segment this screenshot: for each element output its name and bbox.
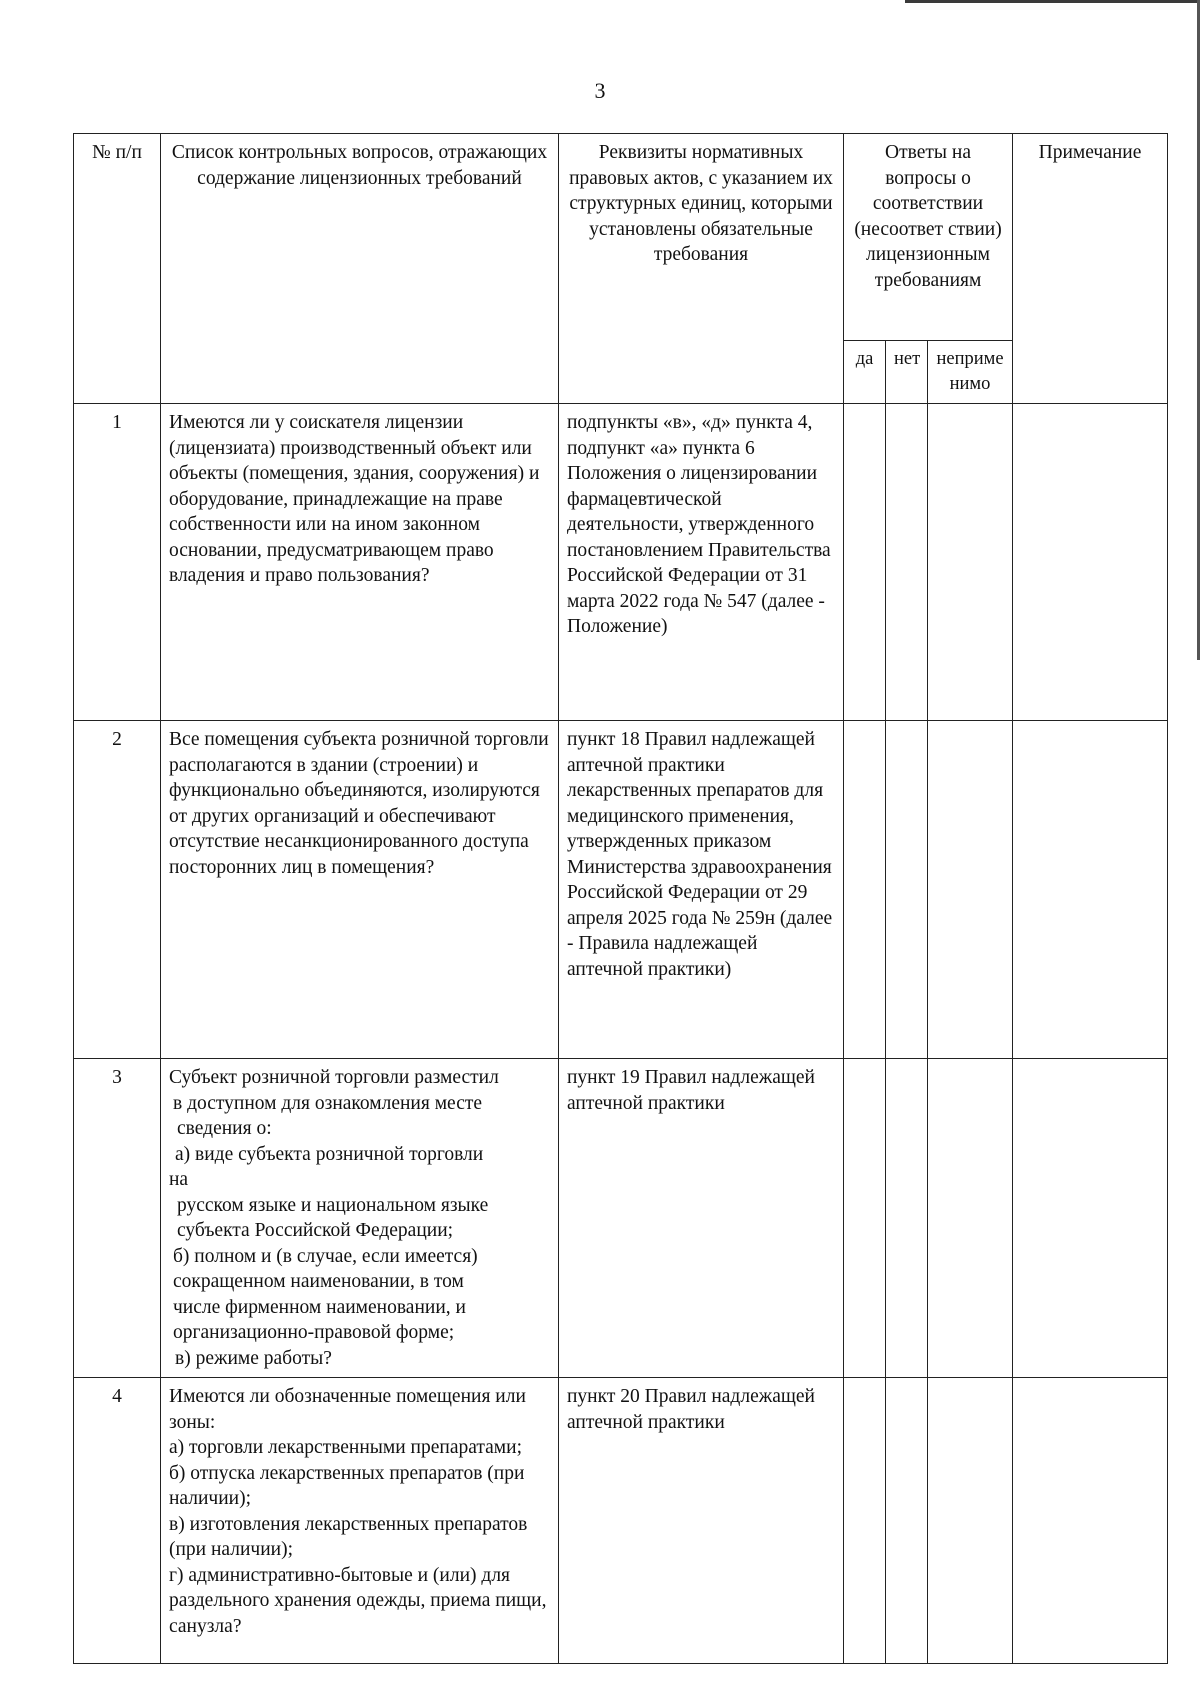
- row-num: 3: [74, 1059, 161, 1378]
- checklist-table: [73, 133, 1168, 1664]
- row-num: 4: [74, 1378, 161, 1664]
- question-line: Имеются ли обозначенные помещения или зоны:: [169, 1386, 526, 1433]
- question-line: в) изготовления лекарственных препаратов (при наличии);: [169, 1513, 528, 1560]
- row-question: [161, 1059, 559, 1378]
- header-question: Список контрольных вопросов, отражающих содержание лицензионных требований: [161, 134, 559, 404]
- header-yes: да: [844, 341, 886, 404]
- note-cell[interactable]: [1013, 721, 1168, 1059]
- header-num: № п/п: [74, 134, 161, 404]
- question-line: на: [169, 1169, 189, 1190]
- answer-no-cell[interactable]: [886, 721, 928, 1059]
- question-line: б) отпуска лекарственных препаратов (при наличии);: [169, 1462, 525, 1509]
- question-line: г) административно-бытовые и (или) для раздельного хранения одежды, приема пищи, санузла?: [169, 1564, 547, 1637]
- row-requisites: пункт 20 Правил надлежащей аптечной практики: [559, 1378, 844, 1664]
- answer-no-cell[interactable]: [886, 1059, 928, 1378]
- note-cell[interactable]: [1013, 1059, 1168, 1378]
- row-requisites: пункт 19 Правил надлежащей аптечной практики: [559, 1059, 844, 1378]
- question-line: а) виде субъекта розничной торговли: [175, 1143, 484, 1165]
- row-question: [161, 1378, 559, 1664]
- header-no: нет: [886, 341, 928, 404]
- header-requisites: Реквизиты нормативных правовых актов, с указанием их структурных единиц, которыми установлены обязательные требования: [559, 134, 844, 404]
- answer-no-cell[interactable]: [886, 1378, 928, 1664]
- answer-na-cell[interactable]: [928, 1059, 1013, 1378]
- question-line: субъекта Российской Федерации;: [177, 1220, 454, 1241]
- answer-yes-cell[interactable]: [844, 404, 886, 721]
- answer-na-cell[interactable]: [928, 1378, 1013, 1664]
- answer-yes-cell[interactable]: [844, 721, 886, 1059]
- row-num: 2: [74, 721, 161, 1059]
- answer-yes-cell[interactable]: [844, 1378, 886, 1664]
- question-line: а) торговли лекарственными препаратами;: [169, 1437, 522, 1458]
- row-question: Имеются ли у соискателя лицензии (лицензиата) производственный объект или объекты (помещения, здания, сооружения) и оборудование, принадлежащие на праве собственности или на ином законном основании, предусматривающем право владения и право пользования?: [161, 404, 559, 721]
- question-line: в) режиме работы?: [175, 1347, 332, 1369]
- question-line: в доступном для ознакомления месте: [173, 1092, 483, 1114]
- row-requisites: подпункты «в», «д» пункта 4, подпункт «а» пункта 6 Положения о лицензировании фармацевтической деятельности, утвержденного постановлением Правительства Российской Федерации от 31 марта 2022 года № 547 (далее - Положение): [559, 404, 844, 721]
- scan-edge-top: [905, 0, 1200, 3]
- note-cell[interactable]: [1013, 1378, 1168, 1664]
- row-requisites: пункт 18 Правил надлежащей аптечной практики лекарственных препаратов для медицинского применения, утвержденных приказом Министерства здравоохранения Российской Федерации от 29 апреля 2025 года № 259н (далее - Правила надлежащей аптечной практики): [559, 721, 844, 1059]
- question-line: числе фирменном наименовании, и: [173, 1296, 466, 1318]
- answer-na-cell[interactable]: [928, 721, 1013, 1059]
- table-row: [74, 1059, 1168, 1378]
- question-line: Субъект розничной торговли разместил: [169, 1067, 499, 1088]
- header-note: Примечание: [1013, 134, 1168, 404]
- question-line: организационно-правовой форме;: [173, 1322, 455, 1343]
- table-row: [74, 1378, 1168, 1664]
- question-line: сокращенном наименовании, в том: [173, 1271, 464, 1292]
- answer-na-cell[interactable]: [928, 404, 1013, 721]
- row-num: 1: [74, 404, 161, 721]
- table-row: [74, 721, 1168, 1059]
- page-number: 3: [594, 78, 606, 103]
- question-line: б) полном и (в случае, если имеется): [173, 1245, 478, 1267]
- header-answers: Ответы на вопросы о соответствии (несоответ ствии) лицензионным требованиям: [844, 134, 1013, 341]
- row-question: Все помещения субъекта розничной торговли располагаются в здании (строении) и функционально объединяются, изолируются от других организаций и обеспечивают отсутствие несанкционированного доступа посторонних лиц в помещения?: [161, 721, 559, 1059]
- header-na: неприме нимо: [928, 341, 1013, 404]
- answer-yes-cell[interactable]: [844, 1059, 886, 1378]
- question-line: сведения о:: [177, 1118, 272, 1139]
- header-row: [74, 134, 1168, 341]
- table-row: [74, 404, 1168, 721]
- question-line: русском языке и национальном языке: [177, 1194, 489, 1216]
- answer-no-cell[interactable]: [886, 404, 928, 721]
- note-cell[interactable]: [1013, 404, 1168, 721]
